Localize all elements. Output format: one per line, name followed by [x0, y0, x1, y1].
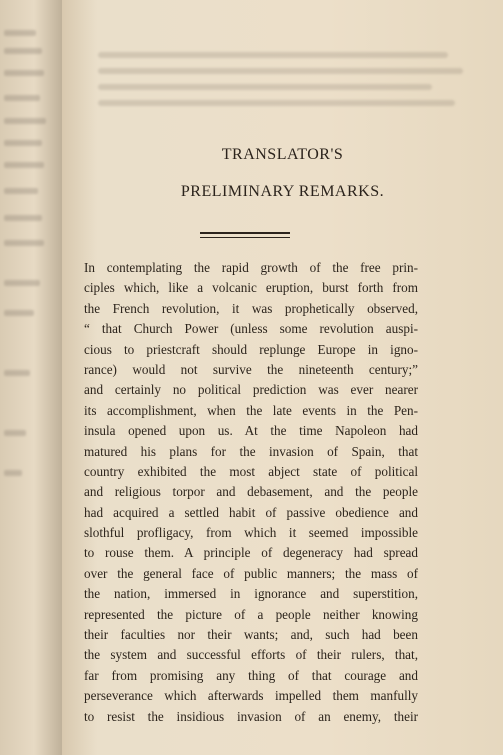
text-line: perseverance which afterwards impelled them manfully: [84, 688, 418, 704]
text-line: In contemplating the rapid growth of the free prin-: [84, 260, 418, 275]
text-line: matured his plans for the invasion of Spain, that: [84, 443, 418, 459]
body-paragraph: [84, 258, 418, 727]
text-line: and religious torpor and debasement, and the people: [84, 484, 418, 500]
text-line: their faculties nor their wants; and, such had been: [84, 627, 418, 643]
text-line: the nation, immersed in ignorance and superstition,: [84, 586, 418, 602]
text-line: over the general face of public manners; the mass of: [84, 565, 418, 581]
text-line: country exhibited the most abject state of political: [84, 463, 418, 479]
text-line: and certainly no political prediction was ever nearer: [84, 382, 418, 398]
text-line: its accomplishment, when the late events in the Pen-: [84, 402, 418, 418]
text-line: cious to priestcraft should replunge Europe in igno-: [84, 341, 418, 357]
page-heading-line-2: PRELIMINARY REMARKS.: [180, 183, 385, 200]
text-line: represented the picture of a people neither knowing: [84, 606, 418, 622]
text-line: far from promising any thing of that courage and: [84, 667, 418, 683]
show-through-text: [98, 52, 478, 122]
text-line: “ that Church Power (unless some revolution auspi-: [84, 321, 418, 337]
heading-rule-thin: [200, 237, 290, 238]
text-line: had acquired a settled habit of passive obedience and: [84, 504, 418, 520]
text-line: to rouse them. A principle of degeneracy had spread: [84, 545, 418, 561]
heading-rule-thick: [200, 232, 290, 234]
text-line: slothful profligacy, from which it seemed impossible: [84, 525, 418, 541]
text-line: the system and successful efforts of their rulers, that,: [84, 647, 418, 663]
text-line: rance) would not survive the nineteenth century;”: [84, 361, 418, 377]
page-heading-line-1: TRANSLATOR'S: [221, 146, 344, 163]
text-line: to resist the insidious invasion of an enemy, their: [84, 708, 418, 724]
facing-page-edge: [0, 0, 62, 755]
text-line: insula opened upon us. At the time Napoleon had: [84, 423, 418, 439]
text-line: ciples which, like a volcanic eruption, burst forth from: [84, 280, 418, 296]
text-line: the French revolution, it was prophetically observed,: [84, 300, 418, 316]
